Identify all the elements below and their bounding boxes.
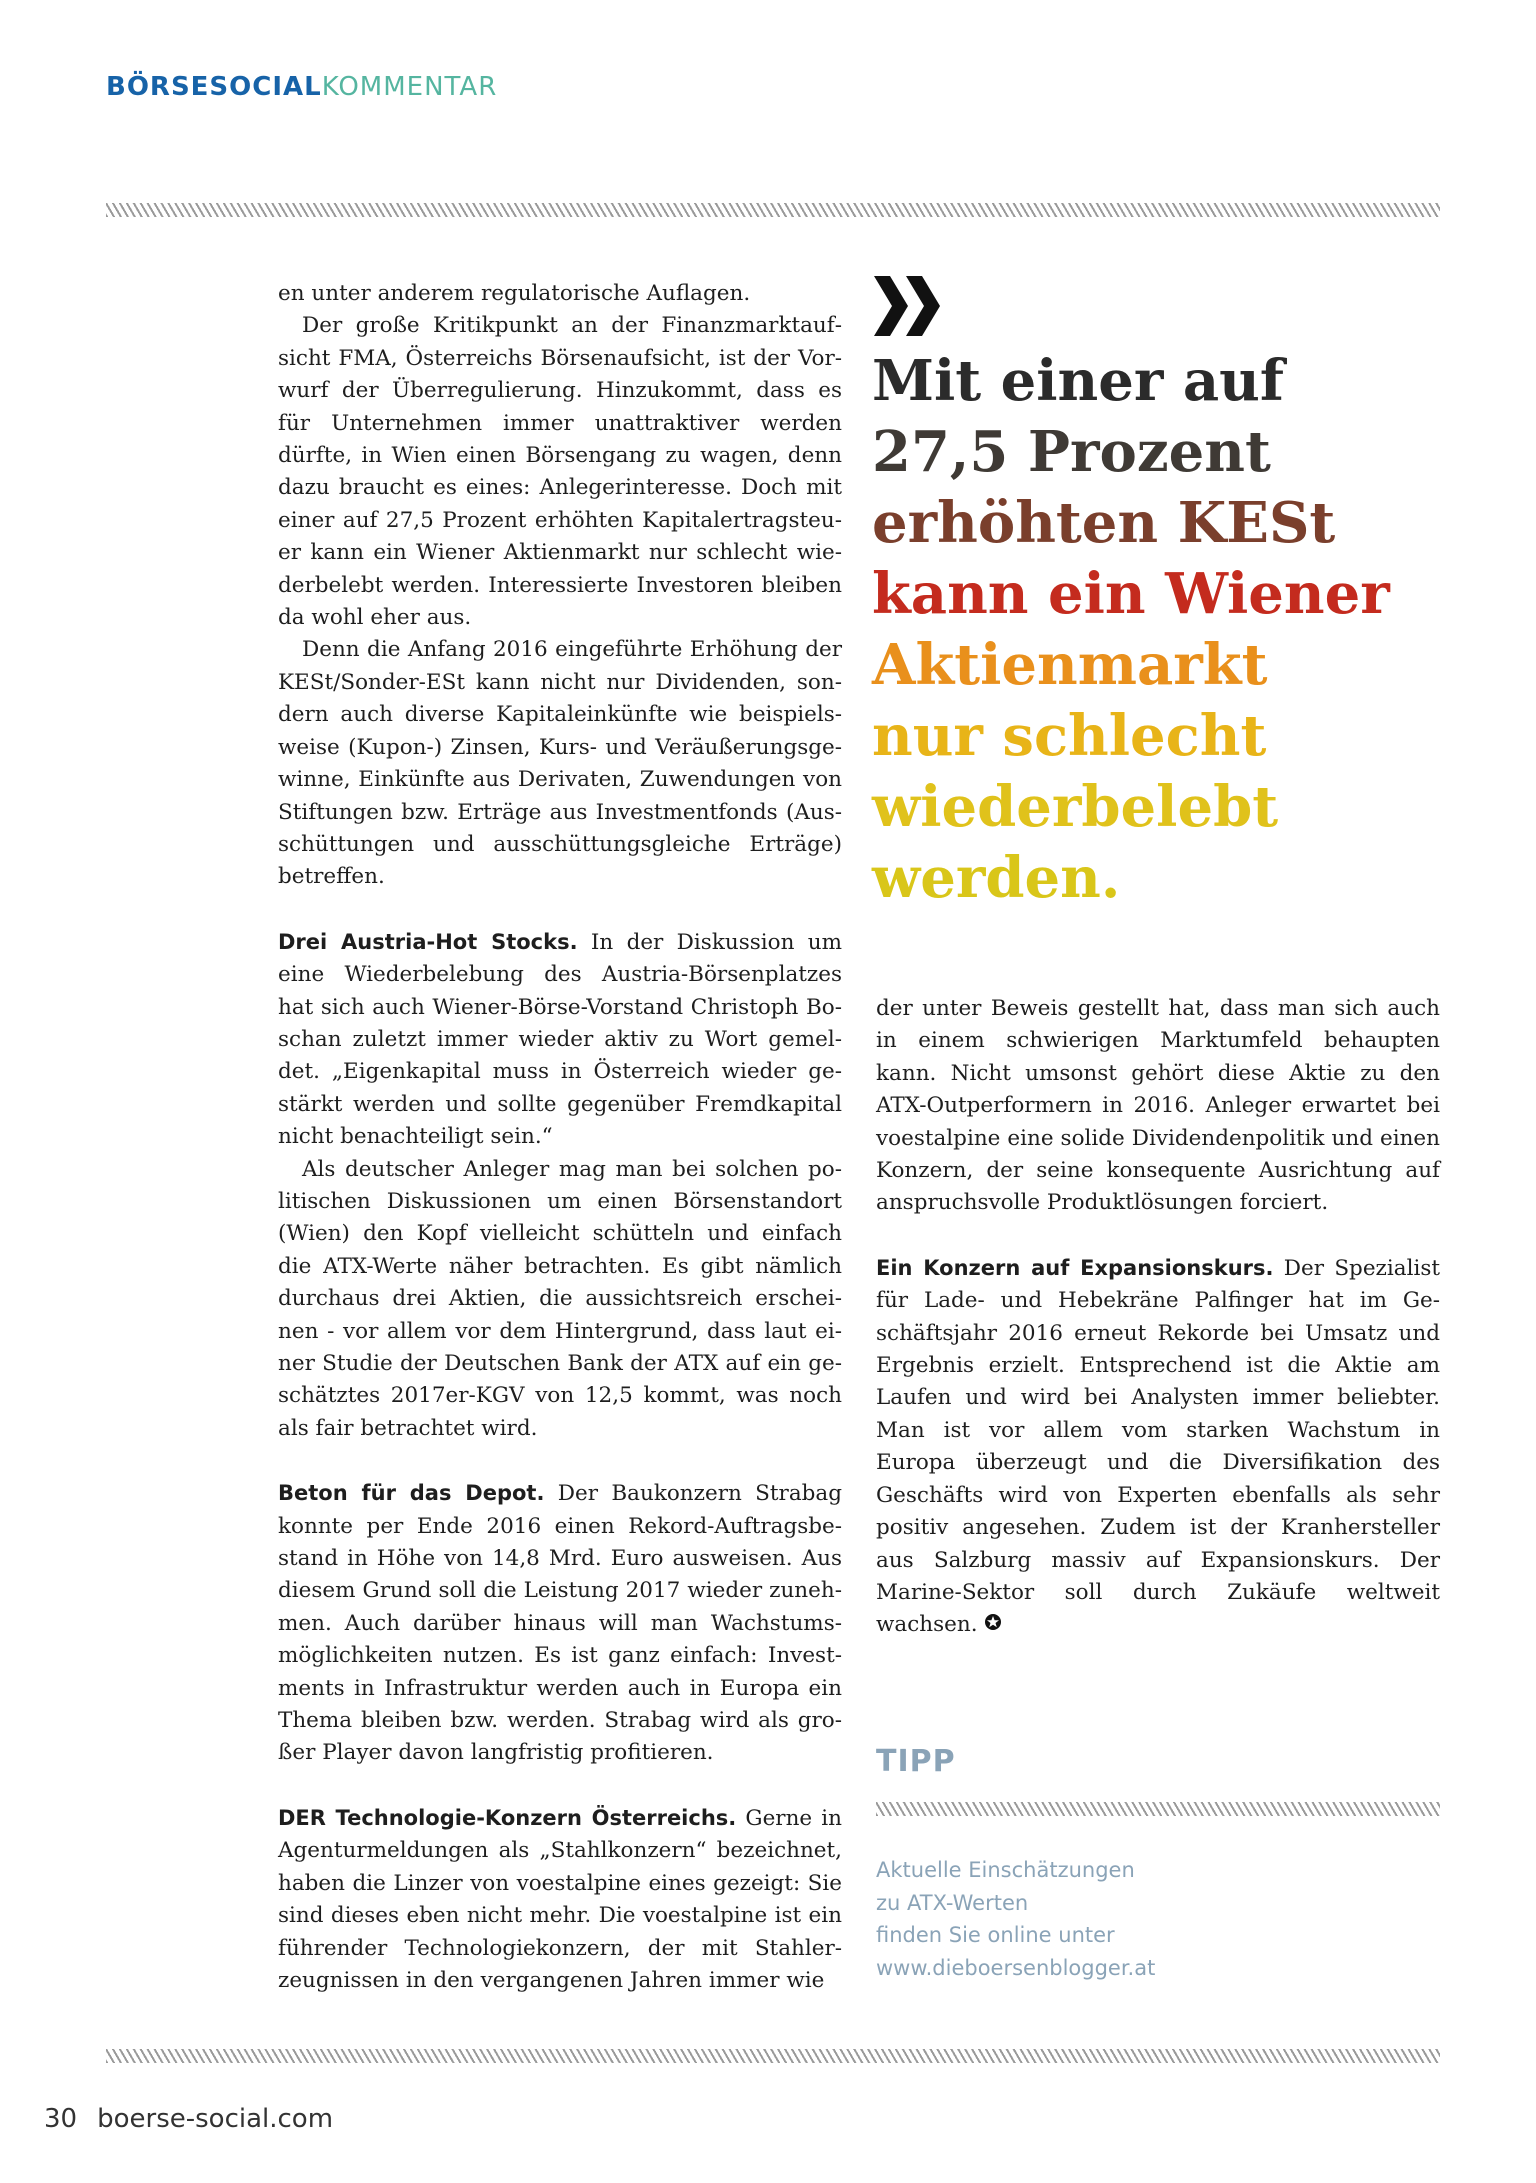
quote-line: 27,5 Prozent <box>872 419 1271 485</box>
section-lead: Drei Austria-Hot Stocks. <box>278 929 578 954</box>
tipp-line: zu ATX-Werten <box>876 1890 1029 1915</box>
paragraph: Denn die Anfang 2016 eingeführte Erhöhung der KESt/Sonder-ESt kann nicht nur Dividenden, sondern auch diverse Kapitaleinkünfte wie beispielsweise (Kupon-) Zinsen, Kurs- und Veräußerungsgewinne, Einkünfte aus Derivaten, Zuwendungen von Stiftungen bzw. Erträge aus Investmentfonds (Ausschüttungen und ausschüttungsgleiche Erträge) betreffen. <box>278 637 842 890</box>
section-text: Gerne in Agenturmeldungen als „Stahlkonzern“ bezeichnet, haben die Linzer von voestalpine eines gezeigt: Sie sind dieses eben nicht mehr. Die voestalpine ist ein führender Technologiekonzern, der mit Stahlerzeugnissen in den vergangenen Jahren immer wie <box>278 1805 843 1993</box>
section-paragraph <box>876 1252 1440 1642</box>
top-divider <box>106 203 1440 217</box>
paragraph: Als deutscher Anleger mag man bei solchen politischen Diskussionen um einen Börsenstandort (Wien) den Kopf vielleicht schütteln und einfach die ATX-Werte näher betrachten. Es gibt nämlich durchaus drei Aktien, die aussichtsreich erscheinen - vor allem vor dem Hintergrund, dass laut einer Studie der Deutschen Bank der ATX auf ein geschätztes 2017er-KGV von 12,5 kommt, was noch als fair betrachtet wird. <box>278 1156 842 1441</box>
section-paragraph <box>278 1477 842 1770</box>
tipp-line: finden Sie online unter <box>876 1923 1115 1947</box>
paragraph: en unter anderem regulatorische Auflagen. <box>278 281 751 306</box>
quote-line: wiederbelebt <box>872 774 1279 840</box>
paragraph: der unter Beweis gestellt hat, dass man sich auch in einem schwierigen Marktumfeld behaupten kann. Nicht umsonst gehört diese Aktie zu den ATX-Outperformern in 2016. Anleger erwartet bei voestalpine eine solide Dividendenpolitik und einen Konzern, der seine konsequente Ausrichtung auf anspruchsvolle Produktlösungen forciert. <box>876 996 1440 1216</box>
quote-line: Aktienmarkt <box>872 632 1268 698</box>
brand-light: KOMMENTAR <box>321 72 498 102</box>
tipp-line: Aktuelle Einschätzungen <box>876 1858 1135 1882</box>
section-text: Der Spezialist für Lade- und Hebekräne Palfinger hat im Geschäftsjahr 2016 erneut Rekorde bei Umsatz und Ergebnis erzielt. Entsprechend ist die Aktie am Laufen und wird bei Analysten immer beliebter. Man ist vor allem vom starken Wachstum in Europa überzeugt und die Diversifikation des Geschäfts wird von Experten ebenfalls als sehr positiv angesehen. Zudem ist der Kranhersteller aus Salzburg massiv auf Expansionskurs. Der Marine-Sektor soll durch Zukäufe weltweit wachsen. <box>876 1255 1440 1638</box>
section-text: In der Diskussion um eine Wiederbelebung des Austria-Börsenplatzes hat sich auch Wiener-Börse-Vorstand Christoph Boschan zuletzt immer wieder aktiv zu Wort gemeldet. „Eigenkapital muss in Österreich wieder gestärkt werden und sollte gegenüber Fremdkapital nicht benachteiligt sein.“ <box>278 929 842 1150</box>
quote-line: kann ein Wiener <box>872 561 1390 627</box>
page-number: 30 <box>44 2104 78 2134</box>
quote-line: werden. <box>872 845 1121 911</box>
brand-logo <box>106 72 497 102</box>
section-text: Der Baukonzern Strabag konnte per Ende 2016 einen Rekord-Auftragsbestand in Höhe von 14,8 Mrd. Euro ausweisen. Aus diesem Grund soll die Leistung 2017 wieder zunehmen. Auch darüber hinaus will man Wachstumsmöglichkeiten nutzen. Es ist ganz einfach: Investments in Infrastruktur werden auch in Europa ein Thema bleiben bzw. werden. Strabag wird als großer Player davon langfristig profitieren. <box>278 1481 842 1766</box>
section-lead: DER Technologie-Konzern Österreichs. <box>278 1805 737 1830</box>
quote-line: Mit einer auf <box>872 348 1284 414</box>
tipp-text <box>876 1854 1155 1984</box>
tipp-divider <box>876 1802 1440 1816</box>
quote-mark-icon <box>872 270 944 346</box>
pull-quote <box>872 346 1390 914</box>
section-paragraph <box>278 926 842 1154</box>
paragraph: Der große Kritikpunkt an der Finanzmarktaufsicht FMA, Österreichs Börsenaufsicht, ist der Vorwurf der Überregulierung. Hinzukommt, dass es für Unternehmen immer unattraktiver werden dürfte, in Wien einen Börsengang zu wagen, denn dazu braucht es eines: Anlegerinteresse. Doch mit einer auf 27,5 Prozent erhöhten Kapitalertragsteuer kann ein Wiener Aktienmarkt nur schlecht wiederbelebt werden. Interessierte Investoren bleiben da wohl eher aus. <box>278 313 842 631</box>
section-paragraph <box>278 1802 842 1997</box>
right-column <box>876 993 1440 1642</box>
section-lead: Beton für das Depot. <box>278 1481 545 1506</box>
end-mark-icon <box>984 1609 1002 1641</box>
tipp-title: TIPP <box>876 1744 956 1779</box>
quote-line: nur schlecht <box>872 703 1267 769</box>
footer <box>44 2104 333 2134</box>
footer-site: boerse-social.com <box>97 2104 334 2134</box>
tipp-link[interactable]: www.dieboersenblogger.at <box>876 1955 1156 1980</box>
brand-bold: BÖRSESOCIAL <box>106 72 322 102</box>
left-column <box>278 278 842 1997</box>
section-lead: Ein Konzern auf Expansionskurs. <box>876 1255 1274 1280</box>
quote-line: erhöhten KESt <box>872 490 1336 556</box>
bottom-divider <box>106 2049 1440 2063</box>
